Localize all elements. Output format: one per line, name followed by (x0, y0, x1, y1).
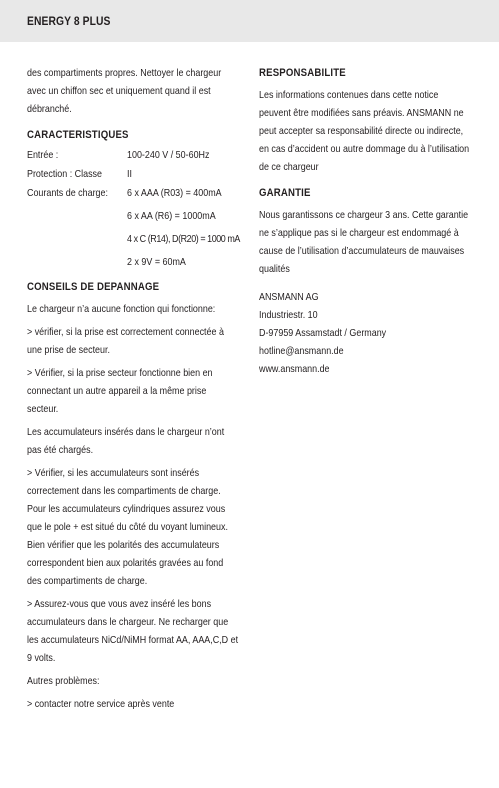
specs-list (27, 147, 239, 273)
header-band (0, 0, 499, 42)
tip-paragraph: Le chargeur n’a aucune fonction qui fonctionne: (27, 304, 216, 315)
tip-paragraph: > Vérifier, si les accumulateurs sont insérés correctement dans les compartiments de charge. Pour les accumulateurs cylindriques assurez vous que le pole + est situé du côté du voyant lumineux. Bien vérifier que les polarités des accumulateurs correspondent bien aux polarités gravées au fond des compartiments de charge. (27, 468, 228, 587)
spec-label: Entrée : (27, 150, 59, 161)
guarantee-heading: GARANTIE (259, 187, 311, 199)
right-column (259, 65, 473, 379)
tip-paragraph: Les accumulateurs insérés dans le chargeur n’ont pas été chargés. (27, 427, 225, 456)
spec-value: 100-240 V / 50-60Hz (127, 150, 210, 161)
street: Industriestr. 10 (259, 310, 318, 321)
spec-row (27, 254, 239, 273)
spec-value: 4 x C (R14), D(R20) = 1000 mA (127, 234, 240, 245)
responsibility-paragraph: Les informations contenues dans cette notice peuvent être modifiées sans préavis. ANSMANN ne peut accepter sa responsabilité directe ou indirecte, en cas d’accident ou autre dommage du à l’utilisation de ce chargeur (259, 90, 470, 173)
intro-paragraph: des compartiments propres. Nettoyer le chargeur avec un chiffon sec et uniquement quand il est débranché. (27, 68, 222, 115)
troubleshooting-heading: CONSEILS DE DEPANNAGE (27, 281, 160, 293)
spec-row (27, 208, 239, 227)
responsibility-heading: RESPONSABILITE (259, 67, 346, 79)
tip-paragraph: > contacter notre service après vente (27, 699, 175, 710)
spec-row (27, 147, 239, 166)
spec-value: 6 x AAA (R03) = 400mA (127, 188, 222, 199)
city: D-97959 Assamstadt / Germany (259, 328, 387, 339)
left-column (27, 65, 239, 719)
website-link[interactable]: www.ansmann.de (259, 364, 330, 375)
spec-row (27, 166, 239, 185)
spec-row (27, 231, 239, 250)
tip-paragraph: Autres problèmes: (27, 676, 100, 687)
company-name: ANSMANN AG (259, 292, 319, 303)
spec-label: Courants de charge: (27, 188, 108, 199)
spec-value: II (127, 169, 132, 180)
spec-value: 6 x AA (R6) = 1000mA (127, 211, 216, 222)
email-link[interactable]: hotline@ansmann.de (259, 346, 344, 357)
guarantee-paragraph: Nous garantissons ce chargeur 3 ans. Cette garantie ne s’applique pas si le chargeur est endommagé à cause de l’utilisation d’accumulateurs de mauvaises qualités (259, 210, 469, 275)
spec-row (27, 185, 239, 204)
spec-label: Protection : Classe (27, 169, 103, 180)
specs-heading: CARACTERISTIQUES (27, 129, 129, 141)
address-block (259, 289, 473, 379)
tip-paragraph: > Vérifier, si la prise secteur fonctionne bien en connectant un autre appareil a la même prise secteur. (27, 368, 213, 415)
page-title: ENERGY 8 PLUS (27, 14, 111, 28)
tip-paragraph: > vérifier, si la prise est correctement connectée à une prise de secteur. (27, 327, 224, 356)
tip-paragraph: > Assurez-vous que vous avez inséré les bons accumulateurs dans le chargeur. Ne recharger que les accumulateurs NiCd/NiMH format AA, AAA,C,D et 9 volts. (27, 599, 239, 664)
spec-value: 2 x 9V = 60mA (127, 257, 186, 268)
